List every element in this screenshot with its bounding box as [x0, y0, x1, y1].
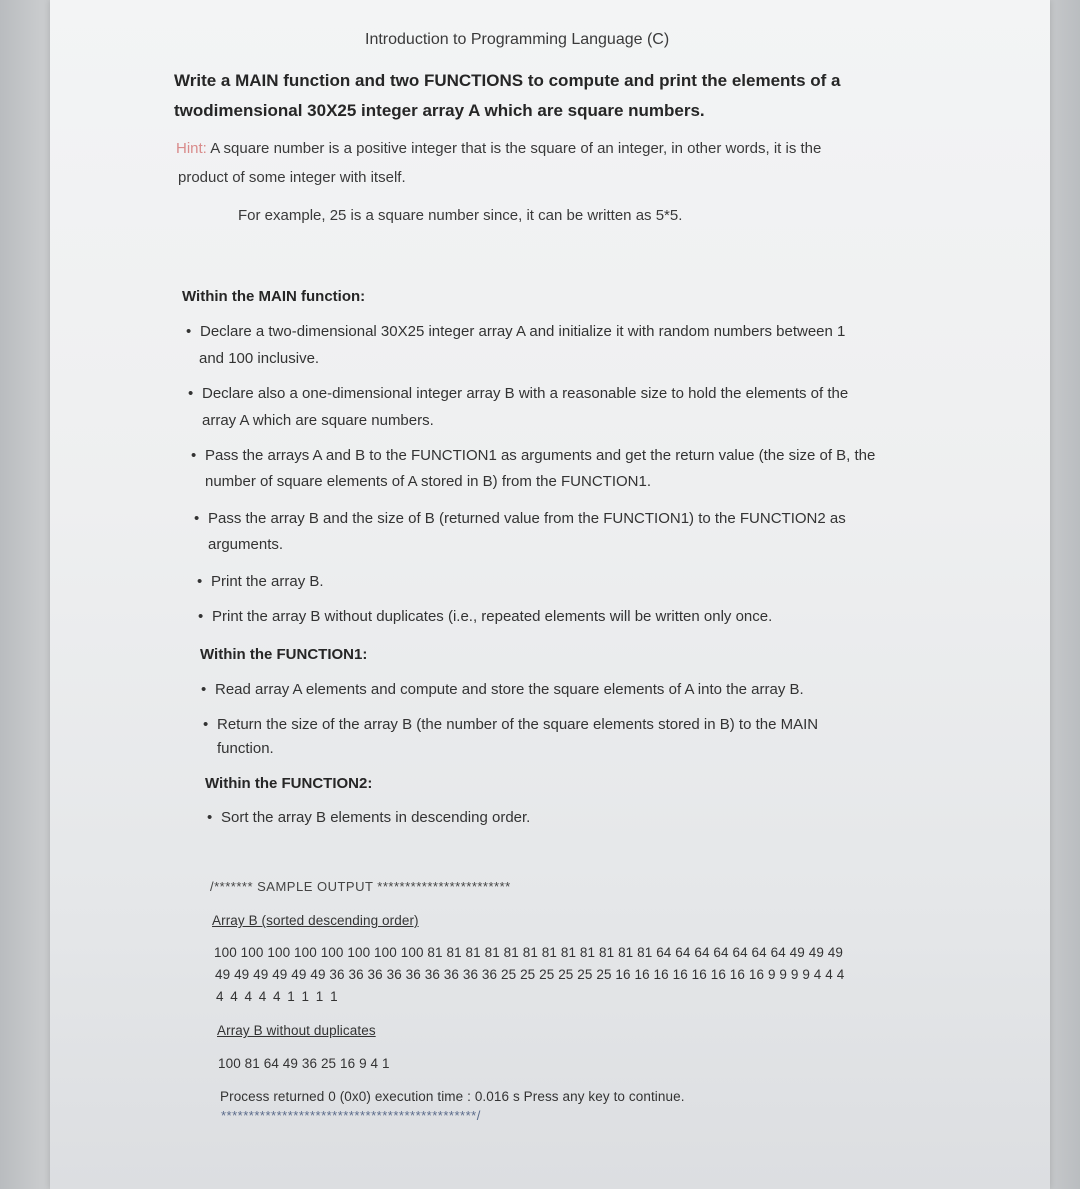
bullet-dot-icon: •: [201, 681, 207, 698]
function1-bullet-2: • Return the size of the array B (the number of the square elements stored in B) to the MAIN: [203, 716, 819, 733]
function1-bullet-2-cont: function.: [217, 740, 274, 757]
function2-section-heading: Within the FUNCTION2:: [205, 775, 373, 792]
function1-bullet-1: • Read array A elements and compute and store the square elements of A into the array B.: [201, 681, 804, 698]
bullet-dot-icon: •: [194, 510, 200, 527]
bullet-dot-icon: •: [188, 385, 194, 402]
question-line-1: Write a MAIN function and two FUNCTIONS to compute and print the elements of a: [174, 71, 841, 90]
main-bullet-4: • Pass the array B and the size of B (returned value from the FUNCTION1) to the FUNCTION2 as: [194, 510, 846, 527]
sorted-array-line-1: 100 100 100 100 100 100 100 100 81 81 81 81 81 81 81 81 81 81 81 81 64 64 64 64 64 64 64 49 49 49: [214, 945, 844, 960]
hint-text: A square number is a positive integer that is the square of an integer, in other words, it is the: [210, 140, 822, 157]
bullet-dot-icon: •: [203, 716, 209, 733]
bullet-dot-icon: •: [198, 608, 204, 625]
hint-line-2: product of some integer with itself.: [178, 169, 406, 186]
main-bullet-2: • Declare also a one-dimensional integer array B with a reasonable size to hold the elements of the: [188, 385, 849, 402]
bullet-dot-icon: •: [191, 447, 197, 464]
main-bullet-3: • Pass the arrays A and B to the FUNCTION1 as arguments and get the return value (the size of B, the: [191, 447, 876, 464]
main-bullet-4-cont: arguments.: [208, 536, 284, 553]
sample-output-header: /******* SAMPLE OUTPUT ************************: [210, 879, 511, 894]
function2-bullet-1: • Sort the array B elements in descending order.: [207, 809, 531, 826]
main-bullet-5: • Print the array B.: [197, 573, 324, 590]
document-title: Introduction to Programming Language (C): [365, 31, 670, 48]
sorted-array-line-2: 49 49 49 49 49 49 36 36 36 36 36 36 36 36 36 25 25 25 25 25 25 16 16 16 16 16 16 16 16 9 9 9 9 4 4 4: [215, 967, 845, 982]
example-text: For example, 25 is a square number since, it can be written as 5*5.: [238, 207, 683, 224]
main-bullet-3-cont: number of square elements of A stored in B) from the FUNCTION1.: [205, 473, 652, 490]
hint-line-1: [176, 140, 821, 157]
sorted-array-label: Array B (sorted descending order): [212, 913, 419, 928]
main-bullet-2-cont: array A which are square numbers.: [202, 412, 434, 429]
sorted-array-line-3: 4 4 4 4 4 1 1 1 1: [216, 989, 340, 1004]
bullet-dot-icon: •: [186, 323, 192, 340]
hint-label: Hint:: [176, 140, 207, 157]
main-section-heading: Within the MAIN function:: [182, 288, 366, 305]
process-returned-line: Process returned 0 (0x0) execution time : 0.016 s Press any key to continue.: [220, 1089, 685, 1104]
sample-output-footer: **********************************************/: [221, 1108, 481, 1123]
main-bullet-6: • Print the array B without duplicates (i.e., repeated elements will be written only once.: [198, 608, 773, 625]
question-line-2: twodimensional 30X25 integer array A which are square numbers.: [174, 101, 705, 120]
unique-array-label: Array B without duplicates: [217, 1023, 376, 1038]
function1-section-heading: Within the FUNCTION1:: [200, 646, 368, 663]
unique-array-line: 100 81 64 49 36 25 16 9 4 1: [218, 1056, 390, 1071]
main-bullet-1-cont: and 100 inclusive.: [199, 350, 320, 367]
main-bullet-1: • Declare a two-dimensional 30X25 integer array A and initialize it with random numbers between 1: [186, 323, 846, 340]
bullet-dot-icon: •: [207, 809, 213, 826]
bullet-dot-icon: •: [197, 573, 203, 590]
